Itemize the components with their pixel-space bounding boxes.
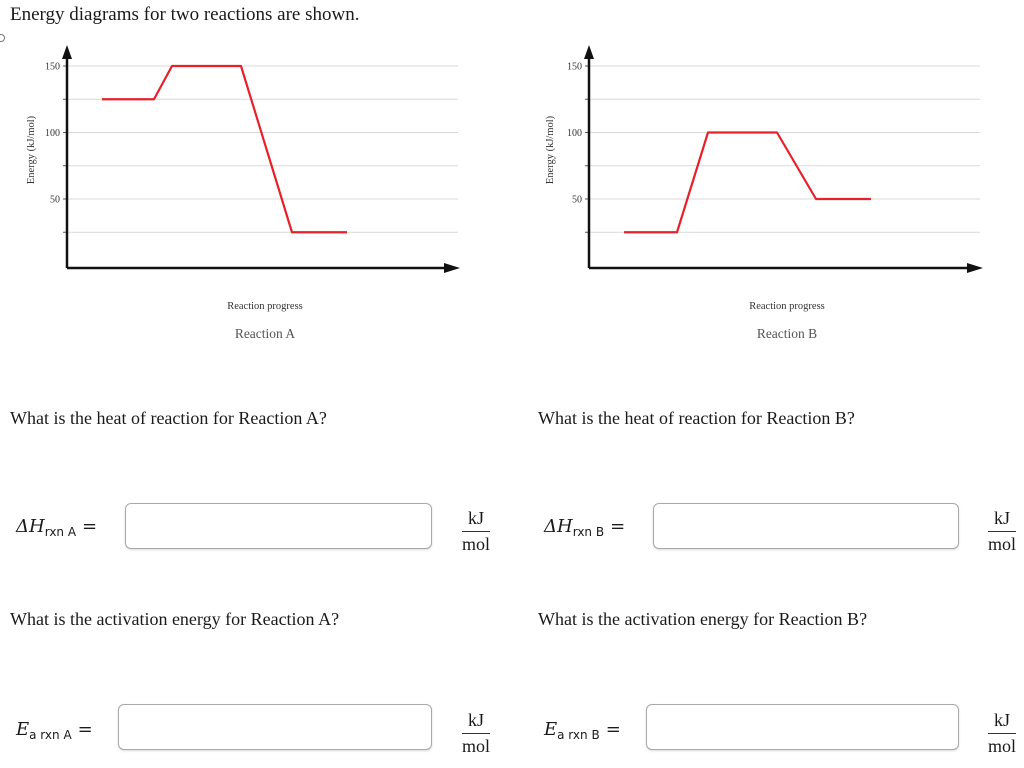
- heat-equals-a: =: [82, 516, 98, 537]
- heat-symbol-a: ΔH: [16, 516, 45, 537]
- activation-input-a[interactable]: [118, 704, 432, 750]
- y-axis-arrow-b: [584, 45, 594, 59]
- heat-unit-num-b: kJ: [988, 508, 1016, 532]
- tick-label-b-100: 100: [567, 128, 582, 139]
- activation-unit-den-a: mol: [461, 736, 490, 756]
- heat-unit-den-a: mol: [461, 534, 490, 554]
- heat-equals-b: =: [610, 516, 626, 537]
- activation-unit-a: [456, 710, 496, 756]
- x-axis-label-a: Reaction progress: [227, 301, 303, 312]
- activation-symbol-b: E: [544, 719, 558, 740]
- activation-subscript-a: a rxn A: [29, 728, 72, 742]
- activation-question-a: What is the activation energy for Reaction A?: [10, 609, 340, 629]
- activation-equals-a: =: [77, 719, 93, 740]
- activation-unit-den-b: mol: [987, 736, 1016, 756]
- tick-label-b-150: 150: [567, 61, 582, 73]
- energy-diagram-reaction-b: [0, 0, 1024, 360]
- heat-label-b: [544, 516, 625, 539]
- activation-label-b: [544, 719, 621, 742]
- heat-question-b: What is the heat of reaction for Reaction B?: [538, 408, 855, 428]
- tick-label-b-50: 50: [572, 194, 582, 206]
- heat-input-a[interactable]: [125, 503, 432, 549]
- heat-unit-den-b: mol: [987, 534, 1016, 554]
- chart-title-a: Reaction A: [234, 326, 296, 341]
- activation-question-b: What is the activation energy for Reaction B?: [538, 609, 868, 629]
- x-axis-label-b: Reaction progress: [749, 301, 825, 312]
- tick-label-a-100: 100: [45, 128, 60, 139]
- activation-unit-num-b: kJ: [988, 710, 1016, 734]
- heat-question-a: What is the heat of reaction for Reaction A?: [10, 408, 327, 428]
- activation-symbol-a: E: [16, 719, 30, 740]
- activation-unit-b: [982, 710, 1022, 756]
- activation-unit-num-a: kJ: [462, 710, 490, 734]
- activation-subscript-b: a rxn B: [557, 728, 600, 742]
- heat-symbol-b: ΔH: [544, 516, 573, 537]
- chart-title-b: Reaction B: [756, 326, 818, 341]
- tick-label-a-150: 150: [45, 61, 60, 73]
- heat-unit-num-a: kJ: [462, 508, 490, 532]
- activation-input-b[interactable]: [646, 704, 959, 750]
- activation-label-a: [16, 719, 93, 742]
- y-axis-label-a: Energy (kJ/mol): [26, 115, 37, 185]
- tick-label-a-50: 50: [50, 194, 60, 206]
- intro-text: Energy diagrams for two reactions are shown.: [10, 4, 360, 25]
- heat-label-a: [16, 516, 97, 539]
- energy-path-b: [624, 133, 871, 233]
- heat-subscript-b: rxn B: [572, 525, 605, 539]
- activation-equals-b: =: [605, 719, 621, 740]
- y-axis-label-b: Energy (kJ/mol): [545, 115, 556, 185]
- heat-subscript-a: rxn A: [44, 525, 77, 539]
- x-axis-arrow-b: [967, 263, 983, 273]
- heat-input-b[interactable]: [653, 503, 959, 549]
- heat-unit-a: [456, 508, 496, 554]
- heat-unit-b: [982, 508, 1022, 554]
